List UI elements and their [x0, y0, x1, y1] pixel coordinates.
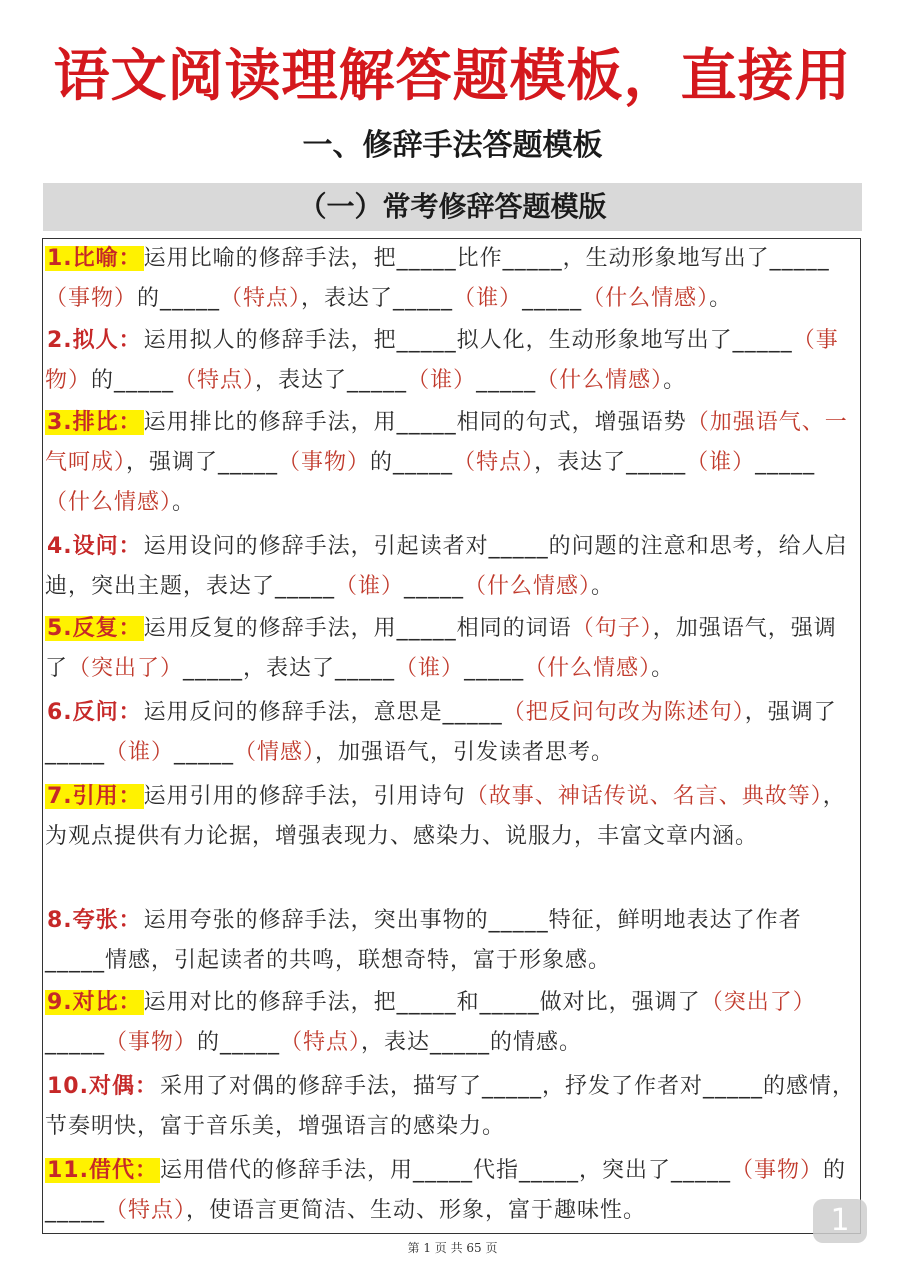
- item-hint: （突出了）: [68, 656, 184, 681]
- item-text: 的_____: [370, 450, 454, 475]
- item-text: ，为观点提供有力论据，增强表现力、感染力、说服力，丰富文章内涵。: [45, 784, 846, 849]
- item-hint: （谁）: [453, 286, 523, 311]
- item-rhetorical-question: [45, 693, 858, 773]
- item-hint: （句子）: [571, 616, 653, 641]
- item-hint: （把反问句改为陈述句）: [502, 700, 745, 725]
- item-text: 运用拟人的修辞手法，把_____拟人化，生动形象地写出了_____: [143, 328, 793, 353]
- item-text: 。: [709, 286, 733, 311]
- item-text: 运用夸张的修辞手法，突出事物的_____特征，鲜明地表达了作者_____情感，引起读者的共鸣，联想奇特，富于形象感。: [45, 908, 802, 973]
- item-text: ，强调了_____: [126, 450, 279, 475]
- item-text: _____: [464, 656, 525, 681]
- item-text: 的_____: [45, 1158, 847, 1223]
- item-parallelism: [45, 403, 858, 523]
- item-text: ，强调了_____: [45, 700, 837, 765]
- subsection-heading: （一）常考修辞答题模版: [43, 183, 862, 231]
- item-text: 。: [591, 574, 615, 599]
- item-hint: （特点）: [174, 368, 256, 393]
- item-label: 11.借代：: [47, 1158, 158, 1183]
- item-hint: （什么情感）: [536, 368, 664, 393]
- item-text: _____: [522, 286, 583, 311]
- item-hint: （什么情感）: [45, 490, 173, 515]
- item-text: _____: [755, 450, 816, 475]
- template-box: [42, 238, 861, 1234]
- item-text: 采用了对偶的修辞手法，描写了_____，抒发了作者对_____的感情，节奏明快，富于音乐美，增强语言的感染力。: [45, 1074, 855, 1139]
- item-hint: （特点）: [220, 286, 302, 311]
- item-hyperbole: [45, 901, 858, 981]
- item-hint: （突出了）: [700, 990, 816, 1015]
- item-hint: （事物）: [731, 1158, 824, 1183]
- item-text: ，表达_____的情感。: [361, 1030, 583, 1055]
- item-hint: （谁）: [395, 656, 465, 681]
- page-number-badge: 1: [813, 1199, 867, 1243]
- item-text: 的_____: [197, 1030, 281, 1055]
- item-label: 5.反复：: [47, 616, 142, 641]
- item-text: 运用排比的修辞手法，用_____相同的句式，增强语势: [143, 410, 687, 435]
- item-text: _____: [476, 368, 537, 393]
- item-label: 9.对比：: [47, 990, 142, 1015]
- item-text: ，加强语气，引发读者思考。: [315, 740, 615, 765]
- item-repetition: [45, 609, 858, 689]
- item-label: 8.夸张：: [47, 908, 142, 933]
- item-text: ，表达了_____: [255, 368, 408, 393]
- item-text: 。: [651, 656, 675, 681]
- item-text: _____: [45, 1030, 105, 1055]
- section-heading: 一、修辞手法答题模板: [302, 128, 603, 163]
- item-text: 。: [172, 490, 196, 515]
- item-label: 7.引用：: [47, 784, 142, 809]
- item-hint: （谁）: [105, 740, 175, 765]
- item-hint: （特点）: [280, 1030, 362, 1055]
- item-hint: （什么情感）: [524, 656, 652, 681]
- item-contrast: [45, 983, 858, 1063]
- item-personification: [45, 321, 858, 401]
- item-hint: （特点）: [105, 1198, 187, 1223]
- item-hint: （什么情感）: [582, 286, 710, 311]
- item-text: ，表达了_____: [534, 450, 687, 475]
- item-text: 运用反复的修辞手法，用_____相同的词语: [143, 616, 572, 641]
- item-text: ，表达了_____: [301, 286, 454, 311]
- item-text: 运用引用的修辞手法，引用诗句: [143, 784, 466, 809]
- item-text: 。: [663, 368, 687, 393]
- item-label: 6.反问：: [47, 700, 142, 725]
- item-hint: （谁）: [407, 368, 477, 393]
- item-antithesis: [45, 1067, 858, 1147]
- item-hint: （谁）: [335, 574, 405, 599]
- item-hint: （特点）: [453, 450, 535, 475]
- item-text: 运用对比的修辞手法，把_____和_____做对比，强调了: [143, 990, 701, 1015]
- item-hint: （故事、神话传说、名言、典故等）: [465, 784, 823, 809]
- item-metaphor: [45, 239, 858, 319]
- page-footer: 第 1 页 共 65 页: [407, 1241, 498, 1255]
- item-hint: （事物）: [105, 1030, 198, 1055]
- item-text: _____: [404, 574, 465, 599]
- item-text: 运用设问的修辞手法，引起读者对_____的问题的注意和思考，给人启迪，突出主题，表达了_____: [45, 534, 848, 599]
- item-label: 4.设问：: [47, 534, 142, 559]
- item-text: 的_____: [91, 368, 175, 393]
- item-hint: （情感）: [234, 740, 316, 765]
- item-text: _____，表达了_____: [183, 656, 396, 681]
- item-label: 10.对偶：: [47, 1074, 158, 1099]
- item-text: 运用比喻的修辞手法，把_____比作_____，生动形象地写出了_____: [143, 246, 830, 271]
- item-text: ，使语言更简洁、生动、形象，富于趣味性。: [186, 1198, 647, 1223]
- item-text: 的_____: [137, 286, 221, 311]
- document-title: 语文阅读理解答题模板，直接用: [53, 44, 852, 109]
- item-text: 运用反问的修辞手法，意思是_____: [143, 700, 503, 725]
- item-label: 1.比喻：: [47, 246, 142, 271]
- item-hint: （加强语气、一气呵成）: [45, 410, 848, 475]
- item-quotation: [45, 777, 858, 857]
- item-label: 2.拟人：: [47, 328, 142, 353]
- item-hint: （事物）: [45, 286, 138, 311]
- item-rhetorical-qa: [45, 527, 858, 607]
- item-text: _____: [174, 740, 235, 765]
- item-hint: （谁）: [686, 450, 756, 475]
- item-text: 运用借代的修辞手法，用_____代指_____，突出了_____: [159, 1158, 731, 1183]
- item-hint: （事物）: [45, 328, 839, 393]
- item-label: 3.排比：: [47, 410, 142, 435]
- item-text: ，加强语气，强调了: [45, 616, 837, 681]
- item-metonymy: [45, 1151, 858, 1231]
- item-hint: （什么情感）: [464, 574, 592, 599]
- item-hint: （事物）: [278, 450, 371, 475]
